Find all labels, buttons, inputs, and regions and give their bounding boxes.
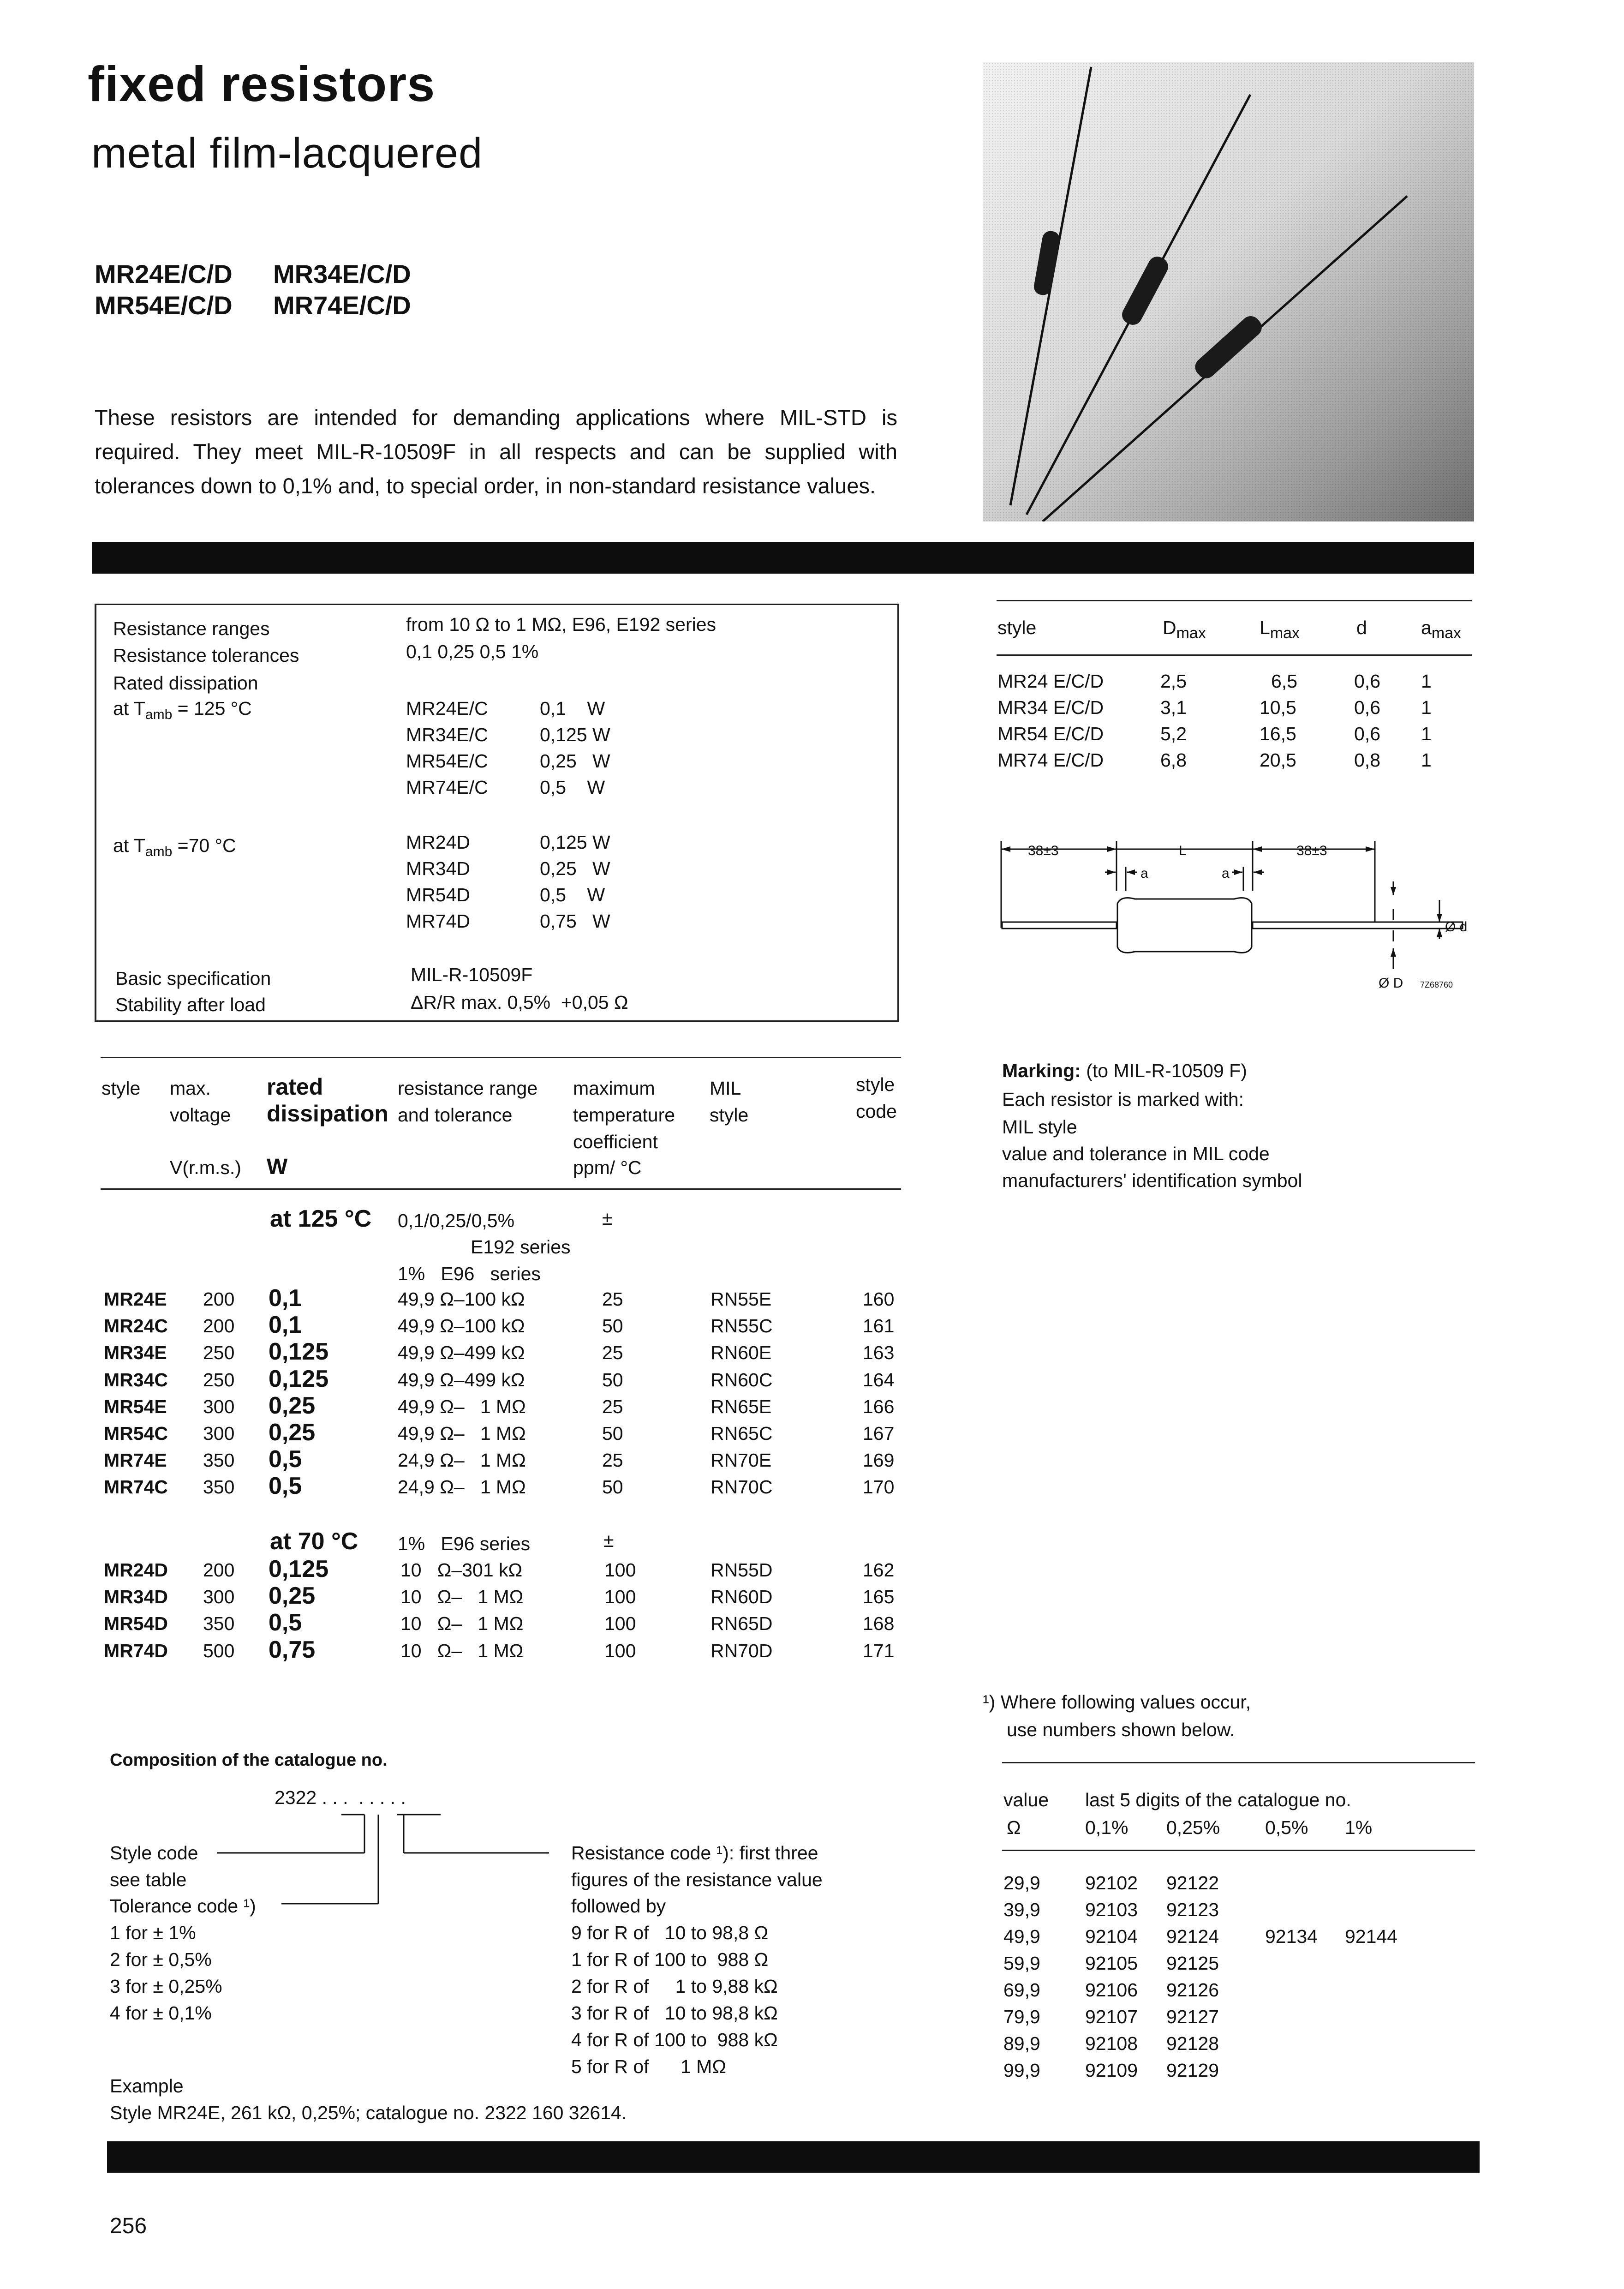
example-text: Style MR24E, 261 kΩ, 0,25%; catalogue no. 2322 160 32614. xyxy=(110,2102,627,2123)
dims-cell: 0,8 xyxy=(1354,749,1380,771)
col-header-temp: maximum xyxy=(573,1078,655,1099)
row-tempco: 50 xyxy=(602,1315,623,1337)
dia-D-label: Ø D xyxy=(1379,976,1403,991)
composition-right: 4 for R of 100 to 988 kΩ xyxy=(571,2029,778,2050)
dims-cell: 2,5 xyxy=(1160,671,1187,692)
footnote-line: use numbers shown below. xyxy=(1007,1719,1235,1740)
row-style-code: 163 xyxy=(863,1342,895,1364)
row-mil-style: RN70C xyxy=(710,1476,773,1498)
footnote-code: 92128 xyxy=(1166,2033,1219,2054)
col-header-voltage: voltage xyxy=(170,1104,231,1126)
row-dissipation: 0,5 xyxy=(269,1446,302,1473)
col-header-rated: rated xyxy=(267,1074,323,1100)
row-tempco: 25 xyxy=(602,1450,623,1471)
footnote-code: 92102 xyxy=(1085,1872,1138,1894)
row-style: MR74C xyxy=(104,1476,168,1498)
drawing-code: 7Z68760 xyxy=(1420,980,1453,989)
spec-label: Stability after load xyxy=(115,994,266,1015)
page-title: fixed resistors xyxy=(88,56,436,112)
row-mil-style: RN65C xyxy=(710,1423,773,1444)
spec-type: MR34D xyxy=(406,858,470,879)
composition-left: Tolerance code ¹) xyxy=(110,1895,256,1917)
row-range: 10 Ω– 1 MΩ xyxy=(400,1586,524,1608)
footnote-code: 92108 xyxy=(1085,2033,1138,2054)
row-voltage: 300 xyxy=(203,1586,235,1608)
dims-header-d: d xyxy=(1356,617,1367,638)
spec-value: MIL-R-10509F xyxy=(411,964,533,985)
row-style-code: 161 xyxy=(863,1315,895,1337)
row-dissipation: 0,125 xyxy=(269,1338,329,1366)
row-style-code: 166 xyxy=(863,1396,895,1417)
row-style: MR24C xyxy=(104,1315,168,1337)
row-dissipation: 0,125 xyxy=(269,1556,329,1582)
type-label: MR74E/C/D xyxy=(273,291,411,320)
spec-value: 0,125 W xyxy=(540,724,610,745)
footnote-line: ¹) Where following values occur, xyxy=(983,1691,1251,1713)
row-range: 49,9 Ω– 1 MΩ xyxy=(398,1396,526,1417)
intro-paragraph: These resistors are intended for demanding applications where MIL-STD is required. They meet MIL-R-10509F in all respects and can be supplied with tolerances down to 0,1% and, to special order, in non-standard resistance values. xyxy=(95,405,897,498)
row-range: 10 Ω–301 kΩ xyxy=(400,1559,523,1581)
footnote-code: 92126 xyxy=(1166,1979,1219,2001)
footnote-value: 79,9 xyxy=(1003,2006,1040,2027)
row-style-code: 162 xyxy=(863,1559,895,1581)
footnote-header-tol: 0,1% xyxy=(1085,1817,1128,1838)
composition-title: Composition of the catalogue no. xyxy=(110,1750,388,1770)
marking-line: value and tolerance in MIL code xyxy=(1002,1143,1270,1164)
footnote-code: 92109 xyxy=(1085,2060,1138,2081)
footnote-value: 69,9 xyxy=(1003,1979,1040,2001)
row-style-code: 160 xyxy=(863,1288,895,1310)
dims-row-style: MR34 E/C/D xyxy=(997,697,1104,718)
spec-label: at $T_{amb} = 125$ °C xyxy=(113,698,252,723)
footnote-rule xyxy=(1002,1762,1475,1763)
row-tempco: 100 xyxy=(604,1640,636,1661)
page-number: 256 xyxy=(110,2214,147,2238)
row-dissipation: 0,75 xyxy=(269,1636,316,1663)
row-range: 49,9 Ω–499 kΩ xyxy=(398,1369,525,1390)
spec-value: 0,5 W xyxy=(540,777,605,798)
spec-label: Resistance ranges xyxy=(113,618,270,639)
col-header-rated: dissipation xyxy=(267,1101,388,1127)
footnote-code: 92127 xyxy=(1166,2006,1219,2027)
table-top-rule xyxy=(101,1057,901,1058)
dims-top-rule xyxy=(997,600,1472,601)
row-style-code: 169 xyxy=(863,1450,895,1471)
row-style: MR74D xyxy=(104,1640,168,1661)
footnote-header-rule xyxy=(1002,1850,1475,1851)
footnote-code: 92123 xyxy=(1166,1899,1219,1920)
row-tempco: 100 xyxy=(604,1559,636,1581)
row-range: 10 Ω– 1 MΩ xyxy=(400,1613,524,1635)
section-125-tolerance: 0,1/0,25/0,5% xyxy=(398,1210,515,1231)
composition-left: 4 for ± 0,1% xyxy=(110,2002,212,2024)
spec-type: MR54D xyxy=(406,884,470,905)
row-voltage: 500 xyxy=(203,1640,235,1661)
footnote-code: 92107 xyxy=(1085,2006,1138,2027)
row-style: MR74E xyxy=(104,1450,167,1471)
row-voltage: 350 xyxy=(203,1450,235,1471)
row-voltage: 300 xyxy=(203,1396,235,1417)
row-range: 24,9 Ω– 1 MΩ xyxy=(398,1450,526,1471)
catalogue-number: 2322 . . . . . . . . xyxy=(275,1787,406,1808)
dims-header-rule xyxy=(997,654,1472,656)
row-mil-style: RN60D xyxy=(710,1586,773,1608)
row-style-code: 164 xyxy=(863,1369,895,1390)
row-mil-style: RN60C xyxy=(710,1369,773,1390)
dims-row-style: MR74 E/C/D xyxy=(997,749,1104,771)
dimension-drawing xyxy=(997,831,1467,997)
dims-cell: 1 xyxy=(1421,697,1432,718)
lead-length-left: 38±3 xyxy=(1028,843,1059,858)
marking-line: Marking: (to MIL-R-10509 F) xyxy=(1002,1060,1247,1081)
row-tempco: 50 xyxy=(602,1423,623,1444)
footnote-value: 49,9 xyxy=(1003,1926,1040,1947)
spec-value: 0,1 0,25 0,5 1% xyxy=(406,641,539,662)
dims-cell: 5,2 xyxy=(1160,723,1187,744)
footnote-code: 92105 xyxy=(1085,1953,1138,1974)
row-tempco: 100 xyxy=(604,1586,636,1608)
composition-left: Style code xyxy=(110,1842,198,1864)
col-header-range: and tolerance xyxy=(398,1104,513,1126)
section-125-series: E192 series xyxy=(471,1236,571,1258)
row-voltage: 250 xyxy=(203,1369,235,1390)
row-range: 49,9 Ω–100 kΩ xyxy=(398,1315,525,1337)
composition-right: followed by xyxy=(571,1895,666,1917)
spec-value: 0,5 W xyxy=(540,884,605,905)
composition-left: see table xyxy=(110,1869,187,1890)
row-dissipation: 0,125 xyxy=(269,1365,329,1392)
row-dissipation: 0,5 xyxy=(269,1609,302,1636)
row-style: MR34E xyxy=(104,1342,167,1364)
specifications-box xyxy=(95,604,899,1022)
section-125-pm: ± xyxy=(602,1208,613,1229)
spec-type: MR54E/C xyxy=(406,750,488,772)
spec-label: Rated dissipation xyxy=(113,672,258,694)
spec-value: 0,25 W xyxy=(540,750,610,772)
dims-cell: 3,1 xyxy=(1160,697,1187,718)
footnote-value: 89,9 xyxy=(1003,2033,1040,2054)
spec-type: MR24E/C xyxy=(406,698,488,719)
footnote-code: 92104 xyxy=(1085,1926,1138,1947)
spec-type: MR74E/C xyxy=(406,777,488,798)
row-style: MR54C xyxy=(104,1423,168,1444)
dia-d-label: Ø d xyxy=(1445,919,1467,935)
unit-ppm: ppm/ °C xyxy=(573,1157,642,1178)
marking-line: MIL style xyxy=(1002,1116,1077,1138)
row-voltage: 350 xyxy=(203,1476,235,1498)
col-header-voltage: max. xyxy=(170,1078,211,1099)
composition-right: 1 for R of 100 to 988 Ω xyxy=(571,1949,769,1970)
dims-cell: 6,8 xyxy=(1160,749,1187,771)
composition-right: 5 for R of 1 MΩ xyxy=(571,2056,726,2077)
footnote-code: 92125 xyxy=(1166,1953,1219,1974)
dims-cell: 10,5 xyxy=(1260,697,1296,718)
row-style: MR54E xyxy=(104,1396,167,1417)
row-dissipation: 0,1 xyxy=(269,1285,302,1312)
unit-watt: W xyxy=(267,1155,288,1179)
row-tempco: 25 xyxy=(602,1396,623,1417)
spec-value: ΔR/R max. 0,5% +0,05 Ω xyxy=(411,992,628,1013)
row-dissipation: 0,25 xyxy=(269,1419,316,1446)
footnote-code: 92103 xyxy=(1085,1899,1138,1920)
col-header-style: style xyxy=(102,1078,141,1099)
col-header-code: style xyxy=(856,1074,895,1095)
col-header-temp: coefficient xyxy=(573,1131,658,1152)
col-header-mil: MIL xyxy=(710,1078,741,1099)
footnote-code: 92129 xyxy=(1166,2060,1219,2081)
dims-cell: 16,5 xyxy=(1260,723,1296,744)
dims-row-style: MR24 E/C/D xyxy=(997,671,1104,692)
footnote-header-value: value xyxy=(1003,1789,1049,1810)
spec-value: 0,1 W xyxy=(540,698,605,719)
col-header-code: code xyxy=(856,1101,897,1122)
dims-header-a: $a_{max}$ xyxy=(1421,617,1462,642)
row-dissipation: 0,1 xyxy=(269,1312,302,1339)
row-tempco: 25 xyxy=(602,1342,623,1364)
dims-cell: 0,6 xyxy=(1354,671,1380,692)
section-70-label: at 70 °C xyxy=(270,1528,358,1555)
row-dissipation: 0,25 xyxy=(269,1582,316,1610)
row-style: MR54D xyxy=(104,1613,168,1635)
composition-right: 9 for R of 10 to 98,8 Ω xyxy=(571,1922,769,1943)
row-style-code: 167 xyxy=(863,1423,895,1444)
row-tempco: 100 xyxy=(604,1613,636,1635)
row-voltage: 200 xyxy=(203,1559,235,1581)
row-style-code: 170 xyxy=(863,1476,895,1498)
col-header-temp: temperature xyxy=(573,1104,675,1126)
dims-cell: 1 xyxy=(1421,671,1432,692)
spec-type: MR74D xyxy=(406,911,470,932)
dims-row-style: MR54 E/C/D xyxy=(997,723,1104,744)
row-voltage: 300 xyxy=(203,1423,235,1444)
row-range: 49,9 Ω– 1 MΩ xyxy=(398,1423,526,1444)
a-left: a xyxy=(1140,866,1148,881)
bottom-bar xyxy=(107,2141,1480,2173)
dims-header-L: $L_{max}$ xyxy=(1260,617,1300,642)
footnote-code: 92124 xyxy=(1166,1926,1219,1947)
dims-cell: 0,6 xyxy=(1354,723,1380,744)
lead-length-right: 38±3 xyxy=(1296,843,1327,858)
row-mil-style: RN60E xyxy=(710,1342,772,1364)
col-header-range: resistance range xyxy=(398,1078,538,1099)
row-style: MR24E xyxy=(104,1288,167,1310)
row-range: 49,9 Ω–499 kΩ xyxy=(398,1342,525,1364)
marking-line: Each resistor is marked with: xyxy=(1002,1089,1244,1110)
spec-value: 0,25 W xyxy=(540,858,610,879)
composition-right: Resistance code ¹): first three xyxy=(571,1842,818,1864)
spec-value: 0,75 W xyxy=(540,911,610,932)
dims-cell: 0,6 xyxy=(1354,697,1380,718)
row-style: MR24D xyxy=(104,1559,168,1581)
composition-left: 1 for ± 1% xyxy=(110,1922,196,1943)
footnote-header-last: last 5 digits of the catalogue no. xyxy=(1085,1789,1351,1810)
dims-header-D: $D_{max}$ xyxy=(1163,617,1206,642)
row-mil-style: RN55E xyxy=(710,1288,772,1310)
row-mil-style: RN70D xyxy=(710,1640,773,1661)
row-style-code: 165 xyxy=(863,1586,895,1608)
row-mil-style: RN70E xyxy=(710,1450,772,1471)
composition-left: 3 for ± 0,25% xyxy=(110,1976,222,1997)
row-mil-style: RN55C xyxy=(710,1315,773,1337)
row-voltage: 350 xyxy=(203,1613,235,1635)
row-mil-style: RN65E xyxy=(710,1396,772,1417)
footnote-header-tol: 1% xyxy=(1345,1817,1373,1838)
composition-left: 2 for ± 0,5% xyxy=(110,1949,212,1970)
type-label: MR34E/C/D xyxy=(273,259,411,288)
footnote-value: 29,9 xyxy=(1003,1872,1040,1894)
divider-bar xyxy=(92,542,1474,574)
table-header-rule xyxy=(101,1188,901,1190)
row-mil-style: RN65D xyxy=(710,1613,773,1635)
section-70-series: 1% E96 series xyxy=(398,1533,531,1554)
composition-right: 3 for R of 10 to 98,8 kΩ xyxy=(571,2002,778,2024)
row-tempco: 50 xyxy=(602,1369,623,1390)
row-dissipation: 0,25 xyxy=(269,1392,316,1419)
example-label: Example xyxy=(110,2075,184,2097)
dims-cell: 1 xyxy=(1421,749,1432,771)
row-style-code: 171 xyxy=(863,1640,895,1661)
type-label: MR24E/C/D xyxy=(95,259,233,288)
row-voltage: 250 xyxy=(203,1342,235,1364)
row-style-code: 168 xyxy=(863,1613,895,1635)
section-125-series: 1% E96 series xyxy=(398,1263,541,1284)
row-style: MR34D xyxy=(104,1586,168,1608)
row-dissipation: 0,5 xyxy=(269,1473,302,1500)
footnote-value: 99,9 xyxy=(1003,2060,1040,2081)
dims-cell: 20,5 xyxy=(1260,749,1296,771)
unit-voltage: V(r.m.s.) xyxy=(170,1157,241,1178)
spec-label: at $T_{amb} =70$ °C xyxy=(113,835,236,860)
row-style: MR34C xyxy=(104,1369,168,1390)
footnote-code: 92134 xyxy=(1265,1926,1318,1947)
section-125-label: at 125 °C xyxy=(270,1205,372,1232)
row-tempco: 50 xyxy=(602,1476,623,1498)
composition-right: figures of the resistance value xyxy=(571,1869,823,1890)
row-range: 49,9 Ω–100 kΩ xyxy=(398,1288,525,1310)
product-photo xyxy=(983,62,1474,521)
footnote-header-tol: 0,25% xyxy=(1166,1817,1220,1838)
page-subtitle: metal film-lacquered xyxy=(91,130,483,177)
dims-header-style: style xyxy=(997,617,1037,638)
dims-cell: 6,5 xyxy=(1271,671,1297,692)
row-mil-style: RN55D xyxy=(710,1559,773,1581)
row-tempco: 25 xyxy=(602,1288,623,1310)
row-range: 10 Ω– 1 MΩ xyxy=(400,1640,524,1661)
a-right: a xyxy=(1222,866,1230,881)
spec-value: from 10 Ω to 1 MΩ, E96, E192 series xyxy=(406,614,716,635)
marking-line: manufacturers' identification symbol xyxy=(1002,1170,1302,1191)
dims-cell: 1 xyxy=(1421,723,1432,744)
type-label: MR54E/C/D xyxy=(95,291,233,320)
footnote-value: 39,9 xyxy=(1003,1899,1040,1920)
spec-label: Resistance tolerances xyxy=(113,645,299,666)
footnote-header-unit: Ω xyxy=(1007,1817,1021,1838)
col-header-mil: style xyxy=(710,1104,749,1126)
row-voltage: 200 xyxy=(203,1315,235,1337)
composition-right: 2 for R of 1 to 9,88 kΩ xyxy=(571,1976,778,1997)
footnote-code: 92122 xyxy=(1166,1872,1219,1894)
footnote-code: 92106 xyxy=(1085,1979,1138,2001)
row-range: 24,9 Ω– 1 MΩ xyxy=(398,1476,526,1498)
footnote-header-tol: 0,5% xyxy=(1265,1817,1308,1838)
spec-label: Basic specification xyxy=(115,968,271,989)
spec-type: MR24D xyxy=(406,832,470,853)
section-70-pm: ± xyxy=(603,1530,614,1551)
body-length: L xyxy=(1179,843,1187,858)
footnote-value: 59,9 xyxy=(1003,1953,1040,1974)
footnote-code: 92144 xyxy=(1345,1926,1398,1947)
row-voltage: 200 xyxy=(203,1288,235,1310)
spec-value: 0,125 W xyxy=(540,832,610,853)
spec-type: MR34E/C xyxy=(406,724,488,745)
